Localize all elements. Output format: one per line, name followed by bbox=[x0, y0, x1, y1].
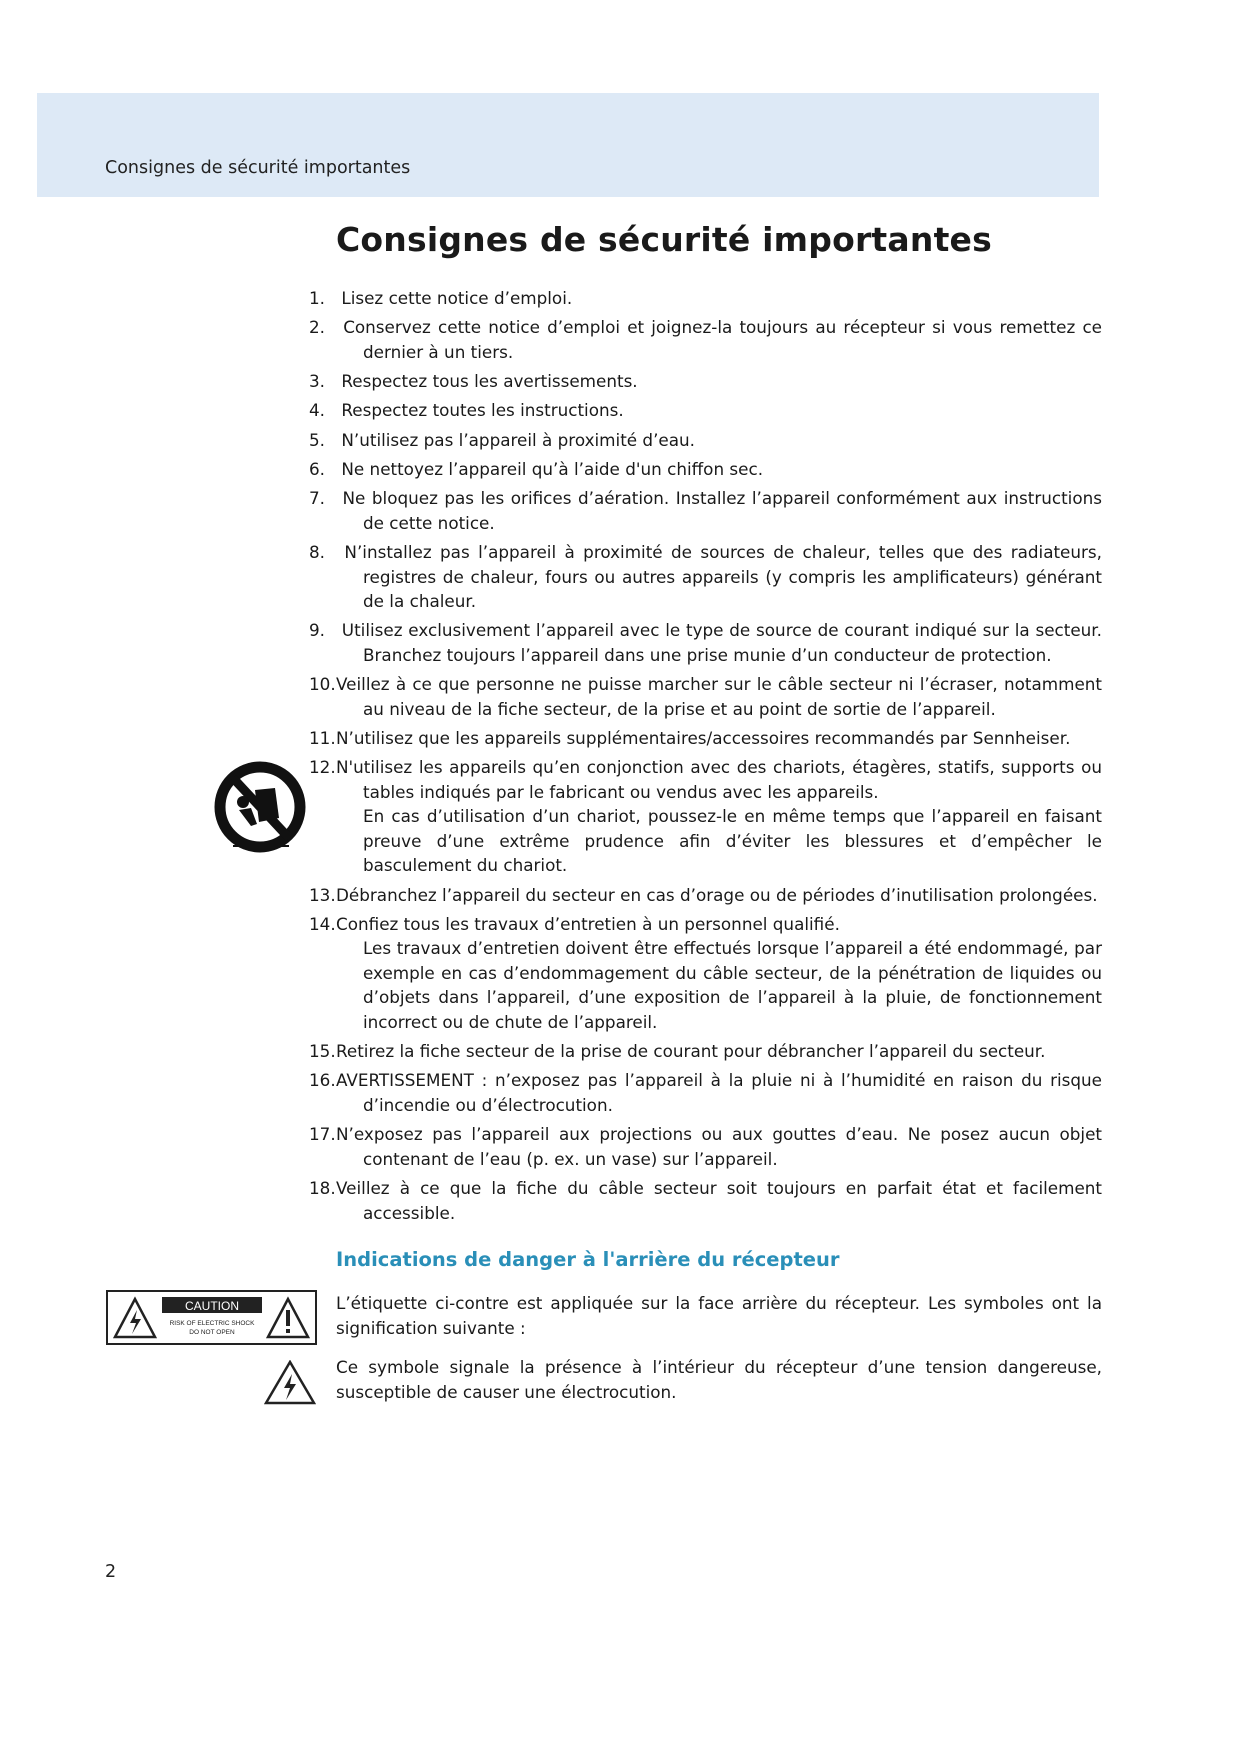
caution-line-1: RISK OF ELECTRIC SHOCK bbox=[169, 1320, 255, 1327]
list-item: 5. N’utilisez pas l’appareil à proximité d’eau. bbox=[309, 429, 695, 450]
list-item: 18.Veillez à ce que la fiche du câble secteur soit toujours en parfait état et facilement accessible. bbox=[309, 1178, 1102, 1223]
list-item: 11.N’utilisez que les appareils supplémentaires/accessoires recommandés par Sennheiser. bbox=[309, 727, 1071, 748]
caution-title: CAUTION bbox=[185, 1299, 239, 1313]
running-header: Consignes de sécurité importantes bbox=[105, 158, 411, 178]
list-item: 12.N'utilisez les appareils qu’en conjonction avec des chariots, étagères, statifs, supports ou tables indiqués par le fabricant ou vendus avec les appareils. En cas d’utilisation d’un chariot, poussez-le en même temps que l’appareil en faisant preuve d’une extrême prudence afin d’éviter les blessures et d’empêcher le basculement du chariot. bbox=[309, 757, 1102, 876]
label-description: L’étiquette ci-contre est appliquée sur la face arrière du récepteur. Les symboles ont la signification suivante : bbox=[336, 1293, 1102, 1338]
page-title: Consignes de sécurité importantes bbox=[336, 220, 992, 259]
list-item: 17.N’exposez pas l’appareil aux projections ou aux gouttes d’eau. Ne posez aucun objet contenant de l’eau (p. ex. un vase) sur l’appareil. bbox=[309, 1124, 1102, 1169]
list-item: 15.Retirez la fiche secteur de la prise de courant pour débrancher l’appareil du secteur. bbox=[309, 1041, 1046, 1062]
list-item: 14.Confiez tous les travaux d’entretien à un personnel qualifié. Les travaux d’entretien doivent être effectués lorsque l’appareil a été endommagé, par exemple en cas d’endommagement du câble secteur, de la pénétration de liquides ou d’objets dans l’appareil, d’une exposition de l’appareil à la pluie, de fonctionnement incorrect ou de chute de l’appareil. bbox=[309, 913, 1102, 1032]
cart-tip-over-warning-icon bbox=[213, 760, 307, 856]
list-item: 7. Ne bloquez pas les orifices d’aération. Installez l’appareil conformément aux instructions de cette notice. bbox=[309, 488, 1102, 533]
electric-shock-warning-icon bbox=[264, 1360, 316, 1405]
danger-section-heading: Indications de danger à l'arrière du récepteur bbox=[336, 1248, 840, 1271]
list-item: 3. Respectez tous les avertissements. bbox=[309, 371, 638, 392]
caution-line-2: DO NOT OPEN bbox=[189, 1329, 235, 1336]
list-item: 10.Veillez à ce que personne ne puisse marcher sur le câble secteur ni l’écraser, notamment au niveau de la fiche secteur, de la prise et au point de sortie de l’appareil. bbox=[309, 674, 1102, 719]
list-item: 4. Respectez toutes les instructions. bbox=[309, 400, 624, 421]
list-item: 6. Ne nettoyez l’appareil qu’à l’aide d'un chiffon sec. bbox=[309, 458, 764, 479]
page-number: 2 bbox=[105, 1562, 117, 1582]
list-item: 9. Utilisez exclusivement l’appareil avec le type de source de courant indiqué sur la secteur. Branchez toujours l’appareil dans une prise munie d’un conducteur de protection. bbox=[309, 620, 1102, 665]
list-item: 8. N’installez pas l’appareil à proximité de sources de chaleur, telles que des radiateurs, registres de chaleur, fours ou autres appareils (y compris les amplificateurs) générant de la chaleur. bbox=[309, 542, 1102, 612]
caution-label bbox=[106, 1290, 317, 1345]
list-item: 2. Conservez cette notice d’emploi et joignez-la toujours au récepteur si vous remettez ce dernier à un tiers. bbox=[309, 317, 1102, 362]
list-item: 1. Lisez cette notice d’emploi. bbox=[309, 288, 573, 308]
header-band bbox=[37, 93, 1099, 197]
shock-symbol-description: Ce symbole signale la présence à l’intérieur du récepteur d’une tension dangereuse, susceptible de causer une électrocution. bbox=[336, 1357, 1102, 1402]
list-item: 13.Débranchez l’appareil du secteur en cas d’orage ou de périodes d’inutilisation prolongées. bbox=[309, 884, 1098, 905]
list-item: 16.AVERTISSEMENT : n’exposez pas l’appareil à la pluie ni à l’humidité en raison du risque d’incendie ou d’électrocution. bbox=[309, 1070, 1102, 1115]
safety-instructions-list bbox=[309, 286, 1102, 1230]
